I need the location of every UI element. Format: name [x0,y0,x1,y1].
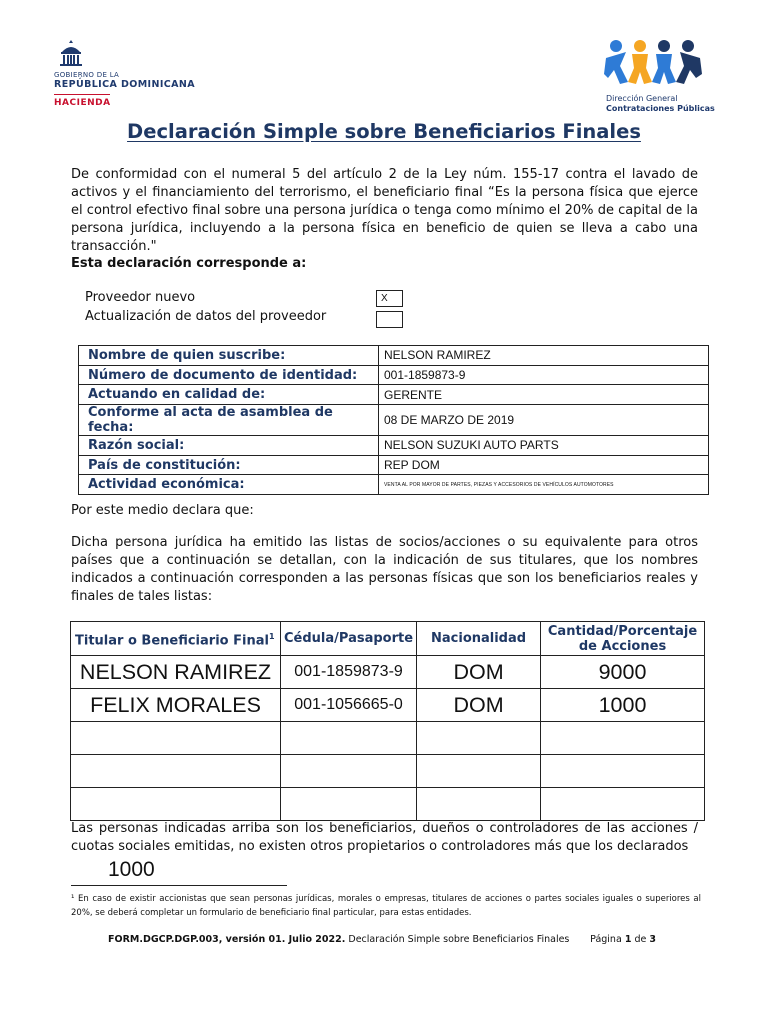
beneficiary-row [71,788,705,821]
cell-cedula[interactable] [281,722,417,755]
form-document-name: Declaración Simple sobre Beneficiarios Finales [348,934,570,945]
cell-cedula[interactable]: 001-1056665-0 [281,689,417,722]
header-titular-text: Titular o Beneficiario Final [75,633,269,649]
gov-logo-line2: REPÚBLICA DOMINICANA [54,79,196,90]
cell-cantidad[interactable]: 9000 [541,656,705,689]
cell-titular[interactable]: NELSON RAMIREZ [71,656,281,689]
closing-paragraph: Las personas indicadas arriba son los beneficiarios, dueños o controladores de las acciones / cuotas sociales emitidas, no existen otros propietarios o controladores más que los declarados [71,821,698,854]
footnote-text: ¹ En caso de existir accionistas que sean personas jurídicas, morales o empresas, titulares de acciones o partes sociales iguales o superiores al 20%, se deberá completar un formulario de beneficiario final particular, para estas entidades. [71,894,701,918]
subscriber-info-table [78,345,709,495]
info-value-razon-social[interactable]: NELSON SUZUKI AUTO PARTS [379,436,709,456]
info-row [79,405,709,436]
of-word: de [634,934,647,945]
gobierno-logo [52,38,202,114]
option-actualizacion-label: Actualización de datos del proveedor [85,309,327,324]
total-pages: 3 [649,934,656,945]
beneficiaries-header-row [71,622,705,656]
page-number [590,934,656,945]
cell-titular[interactable] [71,722,281,755]
info-row [79,475,709,495]
info-label: Actuando en calidad de: [79,385,379,405]
info-value-nombre[interactable]: NELSON RAMIREZ [379,346,709,366]
info-row [79,365,709,385]
coat-of-arms-icon [56,38,86,68]
info-row [79,346,709,366]
cell-titular[interactable] [71,755,281,788]
intro-paragraph: De conformidad con el numeral 5 del artículo 2 de la Ley núm. 155-17 contra el lavado de activos y el financiamiento del terrorismo, el beneficiario final “Es la persona física que ejerce el control efectivo final sobre una persona jurídica o tenga como mínimo el 20% de capital de la persona jurídica, incluyendo a la persona física en beneficio de quien se lleva a cabo una transacción." [71,167,698,254]
cell-nacionalidad[interactable] [417,788,541,821]
info-label: País de constitución: [79,455,379,475]
info-label: Número de documento de identidad: [79,365,379,385]
footnote-ref: 1 [268,631,275,641]
people-figures-icon [604,38,702,90]
cell-nacionalidad[interactable] [417,755,541,788]
gov-logo-line3: HACIENDA [54,98,111,108]
total-shares-value[interactable]: 1000 [108,858,155,881]
lists-paragraph: Dicha persona jurídica ha emitido las listas de socios/acciones o su equivalente para otros países que a continuación se detallan, con la indicación de sus titulares, que los nombres indicados a continuación corresponden a las personas físicas que son los beneficiarios reales y finales de tales listas: [71,535,698,604]
dgcp-logo [600,38,720,118]
cell-titular[interactable] [71,788,281,821]
cell-cedula[interactable] [281,755,417,788]
beneficiaries-table [70,621,705,821]
form-reference: FORM.DGCP.DGP.003, versión 01. Julio 2022. [108,934,346,945]
cell-cedula[interactable]: 001-1859873-9 [281,656,417,689]
cell-cantidad[interactable]: 1000 [541,689,705,722]
info-label: Nombre de quien suscribe: [79,346,379,366]
dgcp-logo-line2: Contrataciones Públicas [606,104,715,113]
cell-nacionalidad[interactable] [417,722,541,755]
declares-text: Por este medio declara que: [71,503,254,518]
info-label: Razón social: [79,436,379,456]
page-footer [108,934,656,945]
gov-logo-line1: GOBIERNO DE LA [54,71,120,79]
header-nacionalidad: Nacionalidad [417,622,541,656]
beneficiary-row [71,755,705,788]
cell-cantidad[interactable] [541,722,705,755]
info-label: Actividad económica: [79,475,379,495]
header-cantidad: Cantidad/Porcentaje de Acciones [541,622,705,656]
info-value-calidad[interactable]: GERENTE [379,385,709,405]
dgcp-logo-line1: Dirección General [606,94,678,103]
footnote-separator [71,885,287,886]
beneficiary-row [71,722,705,755]
info-row [79,455,709,475]
info-row [79,385,709,405]
info-value-pais[interactable]: REP DOM [379,455,709,475]
header-cedula: Cédula/Pasaporte [281,622,417,656]
cell-nacionalidad[interactable]: DOM [417,656,541,689]
header-titular [71,622,281,656]
declaration-label: Esta declaración corresponde a: [71,256,307,271]
info-row [79,436,709,456]
page-word: Página [590,934,622,945]
option-proveedor-nuevo-checkbox[interactable]: X [376,290,403,307]
cell-cedula[interactable] [281,788,417,821]
cell-cantidad[interactable] [541,755,705,788]
beneficiary-row [71,656,705,689]
gov-logo-rule [54,94,110,95]
cell-cantidad[interactable] [541,788,705,821]
option-actualizacion-checkbox[interactable] [376,311,403,328]
info-value-fecha-acta[interactable]: 08 DE MARZO DE 2019 [379,405,709,436]
current-page: 1 [624,934,632,945]
document-title: Declaración Simple sobre Beneficiarios Finales [127,120,641,143]
beneficiary-row [71,689,705,722]
info-value-actividad[interactable]: VENTA AL POR MAYOR DE PARTES, PIEZAS Y ACCESORIOS DE VEHÍCULOS AUTOMOTORES [379,475,709,495]
info-label: Conforme al acta de asamblea de fecha: [79,405,379,436]
info-value-documento[interactable]: 001-1859873-9 [379,365,709,385]
cell-nacionalidad[interactable]: DOM [417,689,541,722]
cell-titular[interactable]: FELIX MORALES [71,689,281,722]
option-proveedor-nuevo-label: Proveedor nuevo [85,290,196,305]
